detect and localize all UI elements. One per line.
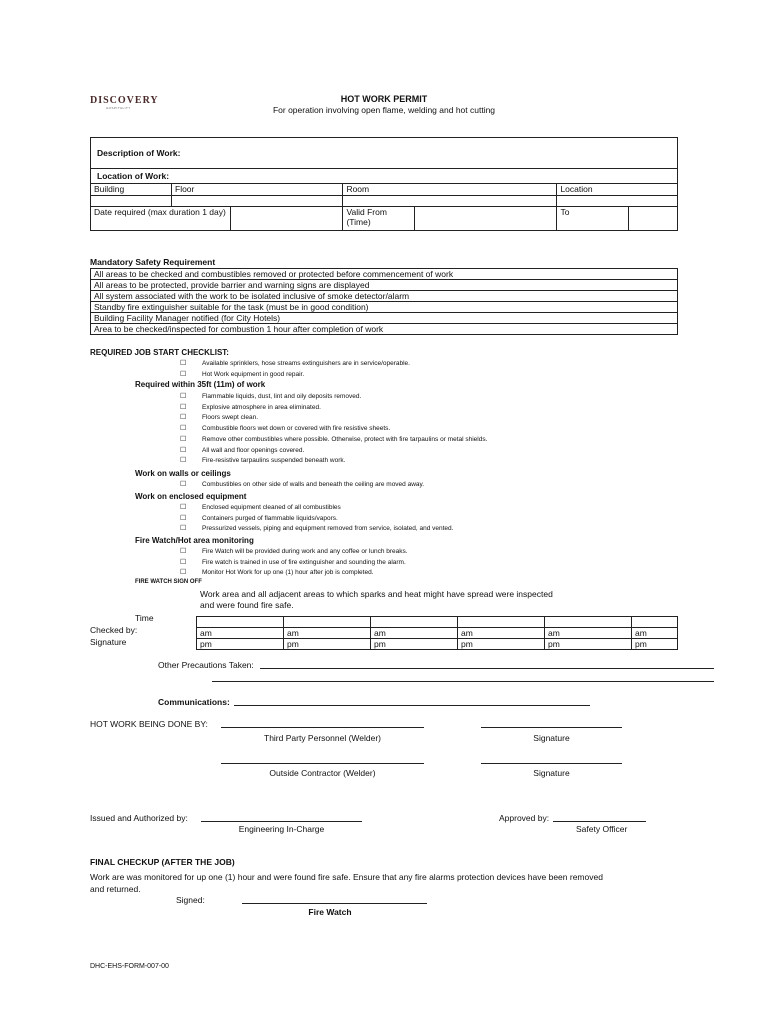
location-cell[interactable] — [91, 169, 678, 184]
pm-cell[interactable]: pm — [284, 639, 371, 650]
mandatory-item: All system associated with the work to be isolated inclusive of smoke detector/alarm — [91, 291, 678, 302]
checkbox-icon[interactable]: ☐ — [180, 414, 187, 422]
signoff-statement-line: Work area and all adjacent areas to which sparks and heat might have spread were inspected — [200, 589, 553, 599]
form-code: DHC-EHS-FORM-007-00 — [90, 963, 169, 970]
time-label: Time — [135, 613, 154, 623]
final-title: FINAL CHECKUP (AFTER THE JOB) — [90, 857, 235, 867]
description-cell[interactable] — [91, 138, 678, 169]
date-required-field[interactable] — [231, 207, 343, 231]
signature-line[interactable] — [481, 763, 622, 764]
signature-caption: Signature — [533, 733, 570, 743]
checklist-item: Combustibles on other side of walls and beneath the ceiling are moved away. — [202, 481, 425, 488]
checkbox-icon[interactable]: ☐ — [180, 425, 187, 433]
floor-label: Floor — [172, 184, 343, 196]
checkbox-icon[interactable]: ☐ — [180, 558, 187, 566]
am-cell[interactable]: am — [371, 628, 458, 639]
issued-by-line[interactable] — [201, 821, 362, 822]
outside-contractor-label: Outside Contractor (Welder) — [269, 768, 376, 778]
checklist-item: Hot Work equipment in good repair. — [202, 370, 305, 378]
checkbox-icon[interactable]: ☐ — [180, 504, 187, 511]
time-field[interactable] — [545, 617, 632, 628]
checklist-walls — [180, 480, 424, 491]
am-cell[interactable]: am — [284, 628, 371, 639]
valid-from-label: Valid From (Time) — [343, 207, 415, 231]
checkbox-icon[interactable]: ☐ — [180, 514, 187, 522]
communications-label: Communications: — [158, 697, 230, 707]
checklist-item: Containers purged of flammable liquids/vapors. — [202, 514, 338, 522]
valid-from-field[interactable] — [415, 207, 557, 231]
signature-label: Signature — [90, 637, 127, 647]
final-statement — [90, 871, 603, 895]
checklist-item: All wall and floor openings covered. — [202, 446, 305, 454]
checklist-general — [180, 359, 410, 380]
location-field[interactable] — [557, 196, 678, 207]
safety-officer-label: Safety Officer — [576, 824, 628, 834]
date-required-label: Date required (max duration 1 day) — [91, 207, 231, 231]
to-label: To — [557, 207, 629, 230]
checkbox-icon[interactable]: ☐ — [180, 481, 187, 488]
location-col-label: Location — [557, 184, 678, 196]
building-label: Building — [91, 184, 172, 196]
checkbox-icon[interactable]: ☐ — [180, 446, 187, 454]
approved-by-line[interactable] — [553, 821, 646, 822]
checkbox-icon[interactable]: ☐ — [180, 569, 187, 577]
mandatory-title: Mandatory Safety Requirement — [90, 257, 216, 267]
pm-cell[interactable]: pm — [371, 639, 458, 650]
checked-by-label: Checked by: — [90, 625, 138, 635]
work-details-table — [90, 137, 678, 231]
checklist-item: Fire Watch will be provided during work and any coffee or lunch breaks. — [202, 548, 408, 555]
to-field[interactable] — [629, 207, 677, 230]
fire-watch-label: Fire Watch — [308, 907, 352, 917]
building-field[interactable] — [91, 196, 172, 207]
checkbox-icon[interactable]: ☐ — [180, 393, 187, 400]
walls-title: Work on walls or ceilings — [135, 469, 231, 478]
time-field[interactable] — [371, 617, 458, 628]
other-precautions-label: Other Precautions Taken: — [158, 660, 254, 670]
checklist-item: Enclosed equipment cleaned of all combustibles — [202, 504, 341, 511]
welder-line[interactable] — [221, 727, 424, 728]
mandatory-table — [90, 268, 678, 335]
checkbox-icon[interactable]: ☐ — [180, 360, 187, 367]
checklist-firewatch — [180, 547, 408, 579]
logo-name: DISCOVERY — [90, 95, 159, 106]
checkbox-icon[interactable]: ☐ — [180, 525, 187, 533]
contractor-line[interactable] — [221, 763, 424, 764]
issued-by-label: Issued and Authorized by: — [90, 813, 188, 823]
checklist-item: Explosive atmosphere in area eliminated. — [202, 403, 321, 411]
signoff-title: FIRE WATCH SIGN OFF — [135, 579, 202, 585]
pm-cell[interactable]: pm — [458, 639, 545, 650]
checkbox-icon[interactable]: ☐ — [180, 370, 187, 378]
other-precautions-line[interactable] — [260, 668, 714, 669]
final-statement-line: and returned. — [90, 884, 141, 894]
floor-field[interactable] — [172, 196, 343, 207]
hot-work-by-label: HOT WORK BEING DONE BY: — [90, 719, 208, 729]
signature-line[interactable] — [481, 727, 622, 728]
approved-by-label: Approved by: — [499, 813, 550, 823]
third-party-label: Third Party Personnel (Welder) — [264, 733, 381, 743]
checklist-item: Monitor Hot Work for up one (1) hour after job is completed. — [202, 569, 374, 577]
enclosed-title: Work on enclosed equipment — [135, 492, 247, 501]
checklist-item: Fire watch is trained in use of fire extinguisher and sounding the alarm. — [202, 558, 406, 566]
signature-caption: Signature — [533, 768, 570, 778]
form-title: HOT WORK PERMIT — [340, 94, 428, 104]
mandatory-item: Area to be checked/inspected for combustion 1 hour after completion of work — [91, 324, 678, 335]
signed-line[interactable] — [242, 903, 427, 904]
checklist-enclosed — [180, 503, 453, 535]
room-label: Room — [343, 184, 557, 196]
form-subtitle: For operation involving open flame, welding and hot cutting — [272, 105, 496, 115]
checklist-within-35ft — [180, 392, 487, 467]
checklist-item: Available sprinklers, hose streams extinguishers are in service/operable. — [202, 360, 410, 367]
am-cell[interactable]: am — [458, 628, 545, 639]
am-cell[interactable]: am — [632, 628, 678, 639]
signoff-statement — [200, 589, 553, 611]
checklist-item: Remove other combustibles where possible. Otherwise, protect with fire tarpaulins or metal shields. — [202, 435, 488, 443]
checkbox-icon[interactable]: ☐ — [180, 435, 187, 443]
engineering-label: Engineering In-Charge — [238, 824, 325, 834]
room-field[interactable] — [343, 196, 557, 207]
pm-cell[interactable]: pm — [197, 639, 284, 650]
checkbox-icon[interactable]: ☐ — [180, 457, 187, 465]
am-cell[interactable]: am — [197, 628, 284, 639]
time-field[interactable] — [632, 617, 678, 628]
pm-cell[interactable]: pm — [545, 639, 632, 650]
mandatory-item: All areas to be checked and combustibles removed or protected before commencement of work — [91, 269, 678, 280]
within-35ft-title: Required within 35ft (11m) of work — [135, 380, 266, 389]
checklist-item: Floors swept clean. — [202, 414, 258, 422]
checklist-item: Flammable liquids, dust, lint and oily deposits removed. — [202, 393, 362, 400]
to-cell — [557, 207, 678, 231]
time-field[interactable] — [458, 617, 545, 628]
am-cell[interactable]: am — [545, 628, 632, 639]
checkbox-icon[interactable]: ☐ — [180, 548, 187, 555]
signoff-statement-line: and were found fire safe. — [200, 600, 294, 610]
mandatory-item: Standby fire extinguisher suitable for the task (must be in good condition) — [91, 302, 678, 313]
checklist-item: Fire-resistive tarpaulins suspended beneath work. — [202, 457, 346, 465]
mandatory-item: Building Facility Manager notified (for City Hotels) — [91, 313, 678, 324]
checklist-item: Pressurized vessels, piping and equipment removed from service, isolated, and vented. — [202, 525, 454, 533]
description-label: Description of Work: — [97, 148, 181, 158]
firewatch-title: Fire Watch/Hot area monitoring — [135, 536, 254, 545]
mandatory-item: All areas to be protected, provide barrier and warning signs are displayed — [91, 280, 678, 291]
time-field[interactable] — [197, 617, 284, 628]
other-precautions-line[interactable] — [212, 681, 714, 682]
logo-tagline: HOSPITALITY — [106, 106, 131, 110]
checklist-title: REQUIRED JOB START CHECKLIST: — [90, 348, 229, 357]
final-statement-line: Work are was monitored for up one (1) hour and were found fire safe. Ensure that any fire alarms protection devices have been removed — [90, 872, 603, 882]
signoff-table — [196, 616, 678, 650]
pm-cell[interactable]: pm — [632, 639, 678, 650]
signed-label: Signed: — [176, 895, 205, 905]
communications-line[interactable] — [234, 705, 590, 706]
checklist-item: Combustible floors wet down or covered with fire resistive sheets. — [202, 425, 391, 433]
time-field[interactable] — [284, 617, 371, 628]
location-label: Location of Work: — [97, 171, 170, 181]
checkbox-icon[interactable]: ☐ — [180, 403, 187, 411]
